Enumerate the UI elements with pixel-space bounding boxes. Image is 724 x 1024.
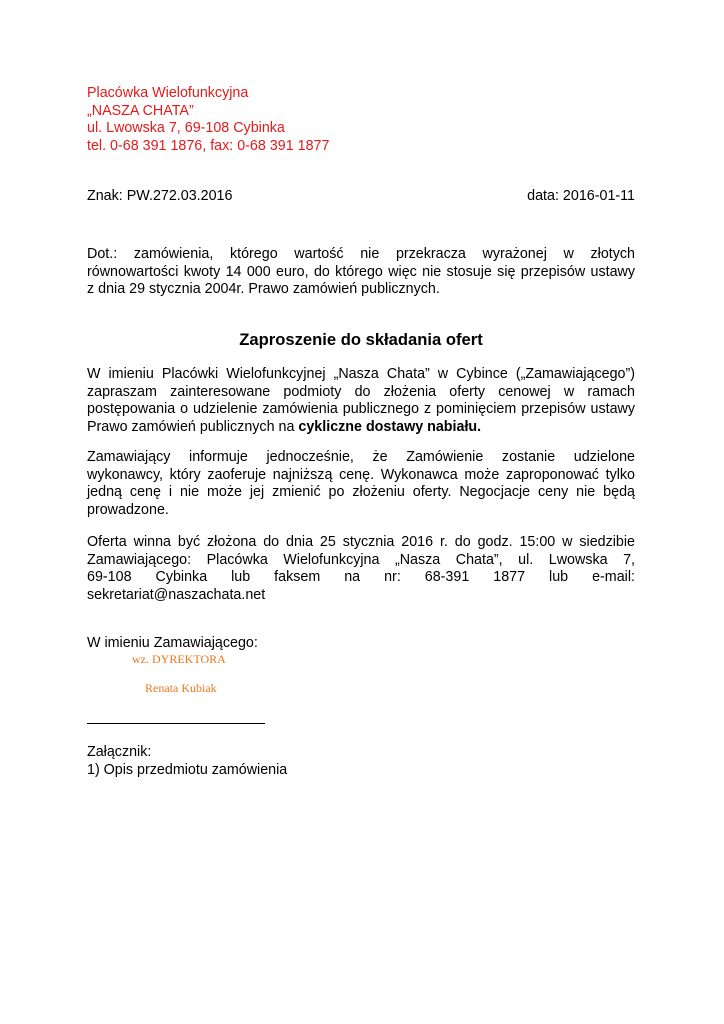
- signature-name: Renata Kubiak: [145, 681, 217, 695]
- signature-role: wz. DYREKTORA: [132, 652, 226, 666]
- attachments: [87, 744, 287, 779]
- subject-line: z dnia 29 stycznia 2004r. Prawo zamówień publicznych.: [87, 281, 440, 297]
- sender-address: ul. Lwowska 7, 69-108 Cybinka: [87, 120, 285, 136]
- deadline-paragraph: [87, 534, 635, 604]
- subject-paragraph: [87, 246, 635, 299]
- document-title: Zaproszenie do składania ofert: [239, 330, 483, 349]
- paragraph-text: Prawo zamówień publicznych na: [87, 418, 299, 435]
- email-link[interactable]: sekretariat@naszachata.net: [87, 586, 266, 603]
- paragraph-line: prowadzone.: [87, 501, 169, 518]
- sender-contact: tel. 0-68 391 1876, fax: 0-68 391 1877: [87, 137, 330, 154]
- paragraph-line: Zamawiający informuje jednocześnie, że Zamówienie zostanie udzielone: [87, 449, 635, 465]
- attachments-label: Załącznik:: [87, 744, 152, 760]
- paragraph-line: Zamawiającego: Placówka Wielofunkcyjna „Nasza Chata”, ul. Lwowska 7,: [87, 551, 635, 568]
- information-paragraph: [87, 449, 635, 519]
- signature-heading: W imieniu Zamawiającego:: [87, 635, 258, 651]
- paragraph-line: W imieniu Placówki Wielofunkcyjnej „Nasza Chata” w Cybince („Zamawiającego”): [87, 366, 635, 382]
- subject-line: równowartości kwoty 14 000 euro, do którego więc nie stosuje się przepisów ustawy: [87, 263, 635, 280]
- sender-name: Placówka Wielofunkcyjna: [87, 85, 249, 101]
- document-date: data: 2016-01-11: [527, 188, 635, 204]
- paragraph-line: postępowania o udzielenie zamówienia publicznego z pominięciem przepisów ustawy: [87, 401, 635, 417]
- attachment-item: 1) Opis przedmiotu zamówienia: [87, 761, 288, 778]
- subject-line: Dot.: zamówienia, którego wartość nie przekracza wyrażonej w złotych: [87, 246, 635, 262]
- paragraph-line: jedną cenę i nie może jej zmienić po złożeniu oferty. Negocjacje ceny nie będą: [87, 484, 635, 500]
- paragraph-line: Oferta winna być złożona do dnia 25 stycznia 2016 r. do godz. 15:00 w siedzibie: [87, 534, 635, 550]
- sender-header: [87, 85, 329, 155]
- paragraph-line: wykonawcy, który zaoferuje najniższą cenę. Wykonawca może zaproponować tylko: [87, 466, 635, 483]
- reference-number: Znak: PW.272.03.2016: [87, 188, 233, 204]
- subject-bold: cykliczne dostawy nabiału.: [298, 418, 482, 435]
- paragraph-line: 69-108 Cybinka lub faksem na nr: 68-391 1877 lub e-mail:: [87, 569, 635, 585]
- signature-line: [87, 723, 265, 724]
- document-meta: [87, 187, 635, 205]
- paragraph-line: zapraszam zainteresowane podmioty do złożenia oferty cenowej w ramach: [87, 383, 635, 400]
- invitation-paragraph: [87, 366, 635, 436]
- sender-name-quoted: „NASZA CHATA”: [87, 102, 194, 119]
- paragraph-line: [87, 419, 635, 437]
